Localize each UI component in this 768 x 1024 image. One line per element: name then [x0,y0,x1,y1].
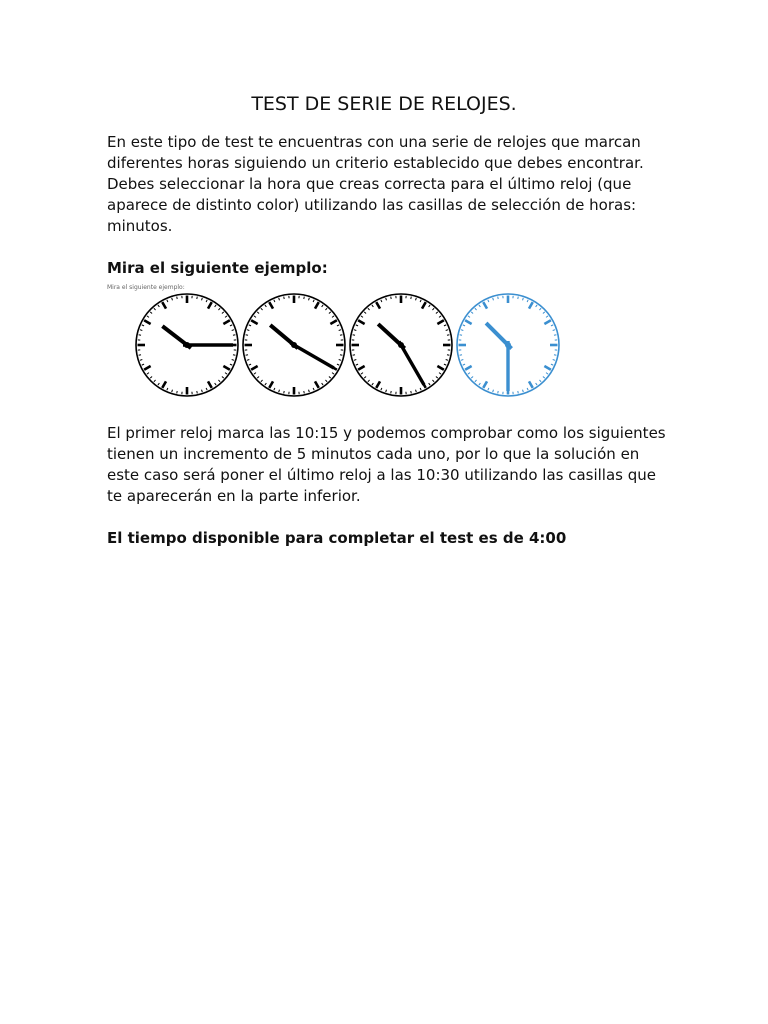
minute-tick [411,297,412,299]
minute-tick [304,391,305,393]
minute-tick [447,355,449,356]
clock-series-image [107,285,567,407]
time-available-text: El tiempo disponible para completar el test es de 4:00 [107,529,567,547]
minute-tick [460,355,462,356]
explanation-paragraph: El primer reloj marca las 10:15 y podemos comprobar como los siguientes tienen un incremento de 5 minutos cada uno, por lo que la solución en este caso será poner el último reloj a las 10:30 utilizando las casillas que te aparecerán en la parte inferior. [107,424,666,505]
minute-tick [411,391,412,393]
clock-3 [350,294,452,396]
clock-1 [136,294,238,396]
minute-tick [139,355,141,356]
minute-tick [340,355,342,356]
clock-image-caption: Mira el siguiente ejemplo: [107,284,185,291]
minute-tick [340,335,342,336]
minute-tick [391,297,392,299]
example-heading: Mira el siguiente ejemplo: [107,259,328,277]
minute-tick [498,297,499,299]
minute-tick [460,335,462,336]
clock-series [107,285,567,407]
clock-center [184,342,190,348]
minute-tick [554,355,556,356]
minute-tick [498,391,499,393]
minute-tick [391,391,392,393]
minute-tick [233,355,235,356]
minute-tick [246,335,248,336]
minute-tick [246,355,248,356]
page-title: TEST DE SERIE DE RELOJES. [251,93,517,115]
minute-tick [304,297,305,299]
minute-tick [197,297,198,299]
minute-tick [233,335,235,336]
minute-tick [518,391,519,393]
minute-tick [518,297,519,299]
document-page [107,90,667,549]
minute-tick [197,391,198,393]
clock-center [291,342,297,348]
minute-tick [353,355,355,356]
minute-tick [284,391,285,393]
clock-2 [243,294,345,396]
intro-paragraph: En este tipo de test te encuentras con una serie de relojes que marcan diferentes horas siguiendo un criterio establecido que debes encontrar. Debes seleccionar la hora que creas correcta para el último reloj (que aparece de distinto color) utilizando las casillas de selección de horas: minutos. [107,133,644,235]
minute-tick [177,391,178,393]
clock-center [505,342,511,348]
minute-tick [139,335,141,336]
minute-tick [284,297,285,299]
minute-tick [554,335,556,336]
minute-tick [353,335,355,336]
clock-center [398,342,404,348]
clock-4 [457,294,559,396]
minute-tick [177,297,178,299]
minute-tick [447,335,449,336]
